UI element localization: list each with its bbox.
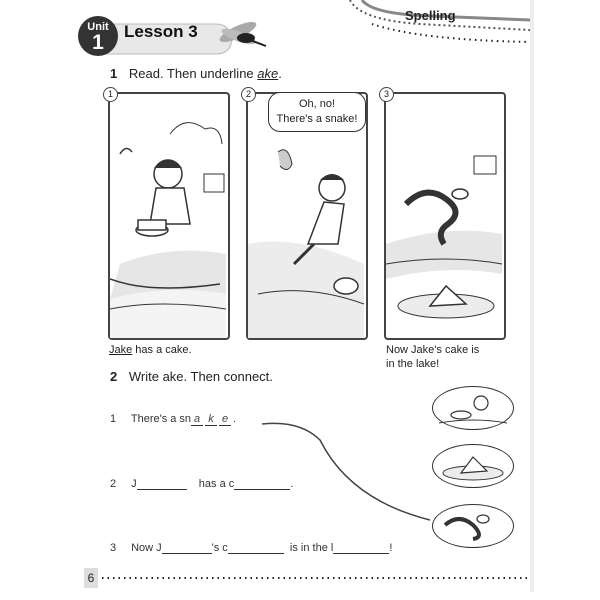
exercise-1-target: ake (257, 66, 279, 81)
page-number: 6 (84, 568, 98, 588)
panel-number-1: 1 (103, 87, 118, 102)
caption-underlined-word: Jake (109, 344, 133, 356)
exercise-1-number: 1 (110, 66, 118, 81)
unit-number: 1 (92, 31, 104, 54)
caption-line-1: Now Jake's cake is (386, 344, 480, 356)
item-number: 1 (110, 413, 117, 425)
cake-in-water-icon (433, 445, 513, 487)
picture-cake-in-lake[interactable] (432, 444, 514, 488)
snake-icon (433, 505, 513, 547)
panel-number-3: 3 (379, 87, 394, 102)
speech-line-2: There's a snake! (276, 113, 358, 125)
caption-rest: has a cake. (132, 344, 192, 356)
letter-blank[interactable]: a (191, 413, 203, 426)
exercise-1-heading: 1 Read. Then underline ake. (110, 66, 282, 81)
speech-line-1: Oh, no! (298, 98, 336, 110)
exercise-2-instruction: Write ake. Then connect. (128, 369, 273, 384)
unit-label: Unit (87, 21, 109, 33)
exercise-2-item-1: 1 There's a sn a k e . (110, 413, 237, 425)
lesson-title: Lesson 3 (124, 22, 198, 41)
panel-number-2: 2 (241, 87, 256, 102)
item-text: There's a sn (130, 413, 192, 425)
item-number: 2 (110, 478, 117, 490)
exercise-2-number: 2 (110, 369, 118, 384)
letter-blank[interactable]: e (219, 413, 231, 426)
caption-line-2: in the lake! (386, 358, 440, 370)
exercise-2-item-2: 2 J has a c . (110, 478, 294, 490)
exercise-1-instruction: Read. Then underline (128, 66, 254, 81)
item-number: 3 (110, 542, 117, 554)
boy-cake-icon (433, 387, 513, 429)
letter-blank[interactable]: k (205, 413, 217, 426)
picture-snake[interactable] (432, 504, 514, 548)
section-title: Spelling (405, 8, 456, 23)
picture-boy-with-cake[interactable] (432, 386, 514, 430)
exercise-2-item-3: 3 Now J 's c is in the l ! (110, 542, 393, 554)
